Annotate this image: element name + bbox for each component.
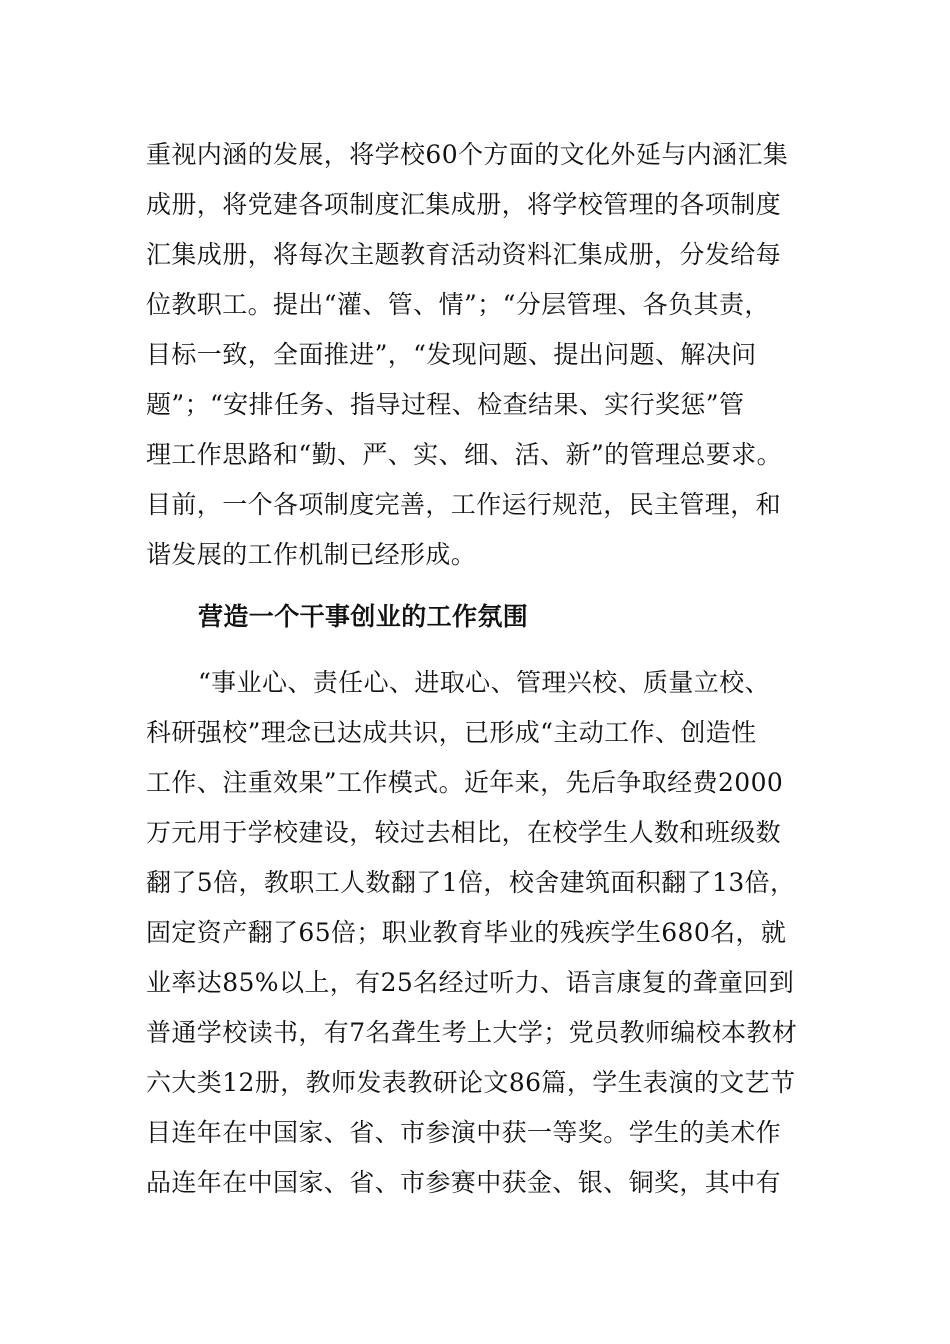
paragraph-line: “事业心、责任心、进取心、管理兴校、质量立校、: [198, 668, 770, 697]
paragraph-line: 目前，一个各项制度完善，工作运行规范，民主管理，和: [146, 490, 782, 519]
paragraph-line: 业率达85%以上，有25名经过听力、语言康复的聋童回到: [146, 968, 795, 997]
paragraph-line: 科研强校”理念已达成共识，已形成“主动工作、创造性: [146, 718, 757, 747]
paragraph-achievements: [146, 658, 810, 1208]
paragraph-line: 工作、注重效果”工作模式。近年来，先后争取经费2000: [146, 768, 784, 797]
paragraph-line: 品连年在中国家、省、市参赛中获金、银、铜奖，其中有: [146, 1168, 782, 1197]
paragraph-line: 翻了5倍，教职工人数翻了1倍，校舍建筑面积翻了13倍，: [146, 868, 796, 897]
paragraph-line: 位教职工。提出“灌、管、情”；“分层管理、各负其责，: [146, 290, 770, 319]
paragraph-line: 目连年在中国家、省、市参演中获一等奖。学生的美术作: [146, 1118, 782, 1147]
paragraph-line: 成册，将党建各项制度汇集成册，将学校管理的各项制度: [146, 190, 782, 219]
section-heading: 营造一个干事创业的工作氛围: [198, 602, 529, 631]
paragraph-line: 汇集成册，将每次主题教育活动资料汇集成册，分发给每: [146, 240, 782, 269]
paragraph-line: 万元用于学校建设，较过去相比，在校学生人数和班级数: [146, 818, 782, 847]
paragraph-line: 目标一致，全面推进”，“发现问题、提出问题、解决问: [146, 340, 757, 369]
paragraph-line: 固定资产翻了65倍；职业教育毕业的残疾学生680名，就: [146, 918, 787, 947]
paragraph-line: 谐发展的工作机制已经形成。: [146, 540, 477, 569]
paragraph-line: 题”；“安排任务、指导过程、检查结果、实行奖惩”管: [146, 390, 745, 419]
paragraph-line: 普通学校读书，有7名聋生考上大学；党员教师编校本教材: [146, 1018, 798, 1047]
paragraph-line: 六大类12册，教师发表教研论文86篇，学生表演的文艺节: [146, 1068, 796, 1097]
paragraph-line: 重视内涵的发展，将学校60个方面的文化外延与内涵汇集: [146, 140, 789, 169]
paragraph-management-system: [146, 130, 810, 580]
section-heading-block: [146, 592, 810, 642]
paragraph-line: 理工作思路和“勤、严、实、细、活、新”的管理总要求。: [146, 440, 782, 469]
